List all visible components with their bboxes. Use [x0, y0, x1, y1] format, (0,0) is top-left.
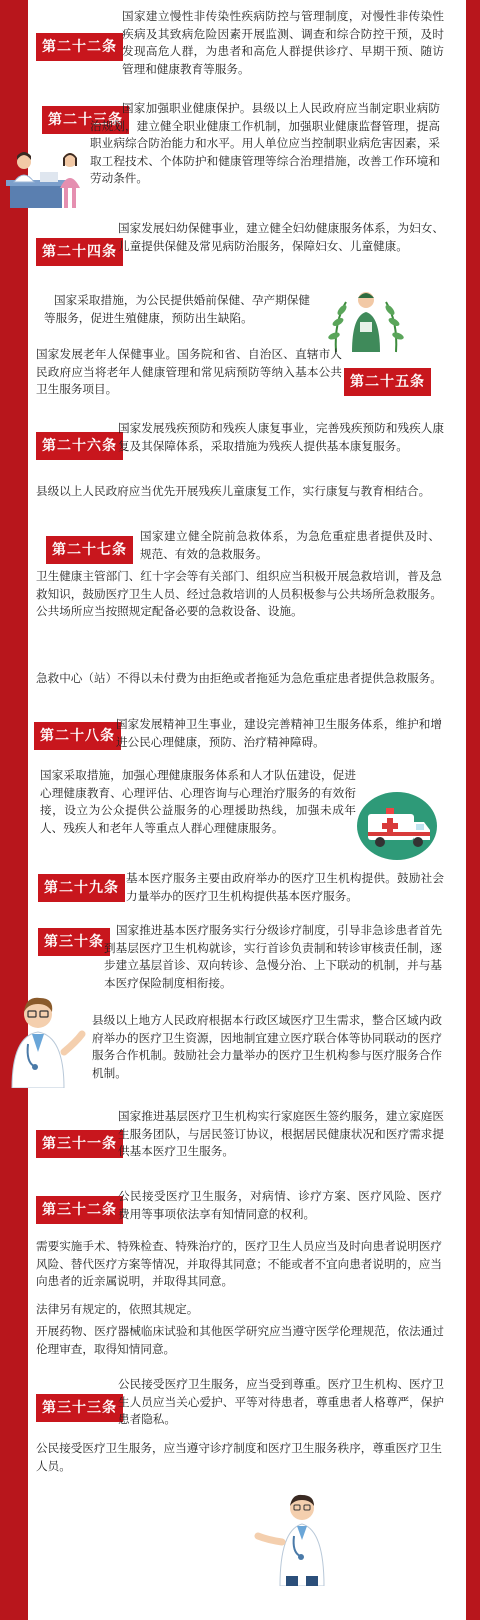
article-24-para-1: 国家发展妇幼保健事业，建立健全妇幼健康服务体系，为妇女、儿童提供保健及常见病防治服务，保障妇女、儿童健康。 — [118, 221, 444, 253]
article-25-title: 第二十五条 — [344, 368, 431, 396]
article-31-para-1: 国家推进基层医疗卫生机构实行家庭医生签约服务，建立家庭医生服务团队，与居民签订协议，根据居民健康状况和医疗需求提供基本医疗卫生服务。 — [118, 1109, 444, 1158]
article-27-para-1: 国家建立健全院前急救体系，为急危重症患者提供及时、规范、有效的急救服务。 — [140, 529, 440, 561]
article-23-para-1: 国家加强职业健康保护。县级以上人民政府应当制定职业病防治规划，建立健全职业健康工作机制，加强职业健康监督管理，提高职业病综合防治能力和水平。用人单位应当控制职业病危害因素，采取工程技术、个体防护和健康管理等综合治理措施，改善工作环境和劳动条件。 — [90, 101, 440, 185]
article-27-para-2: 卫生健康主管部门、红十字会等有关部门、组织应当积极开展急救培训，普及急救知识，鼓励医疗卫生人员、经过急救培训的人员积极参与公共场所急救服务。公共场所应当按照规定配备必要的急救设备、设施。 — [36, 569, 442, 618]
article-30-para-1: 国家推进基本医疗服务实行分级诊疗制度，引导非急诊患者首先到基层医疗卫生机构就诊，实行首诊负责制和转诊审核责任制，逐步建立基层首诊、双向转诊、急慢分治、上下联动的机制，并与基本医疗保险制度相衔接。 — [104, 923, 442, 990]
article-32-title: 第三十二条 — [36, 1196, 123, 1224]
article-33-para-1: 公民接受医疗卫生服务，应当受到尊重。医疗卫生机构、医疗卫生人员应当关心爱护、平等对待患者，尊重患者人格尊严，保护患者隐私。 — [118, 1377, 444, 1426]
article-32-para-2: 需要实施手术、特殊检查、特殊治疗的，医疗卫生人员应当及时向患者说明医疗风险、替代医疗方案等情况，并取得其同意；不能或者不宜向患者说明的，应当向患者的近亲属说明，并取得其同意。 — [36, 1239, 442, 1288]
ambulance-illustration — [354, 790, 440, 862]
article-22-title: 第二十二条 — [36, 33, 123, 61]
article-27-para-3: 急救中心（站）不得以未付费为由拒绝或者拖延为急危重症患者提供急救服务。 — [36, 671, 442, 685]
article-28-para-2: 国家采取措施，加强心理健康服务体系和人才队伍建设，促进心理健康教育、心理评估、心理咨询与心理治疗服务的有效衔接，设立为公众提供公益服务的心理援助热线，加强未成年人、残疾人和老年人等重点人群心理健康服务。 — [40, 768, 356, 835]
article-30-para-2: 县级以上地方人民政府根据本行政区域医疗卫生需求，整合区域内政府举办的医疗卫生资源，因地制宜建立医疗联合体等协同联动的医疗服务合作机制。鼓励社会力量举办的医疗卫生机构参与医疗服务合作机制。 — [92, 1013, 442, 1080]
article-23-title: 第二十三条 — [42, 106, 129, 134]
article-33-title: 第三十三条 — [36, 1394, 123, 1422]
article-30-title: 第三十条 — [38, 928, 110, 956]
male-doctor-illustration — [4, 992, 88, 1088]
article-28-title: 第二十八条 — [34, 722, 121, 750]
consultation-illustration — [4, 144, 88, 216]
doctor-pointing-illustration — [252, 1490, 336, 1586]
article-32-para-1: 公民接受医疗卫生服务，对病情、诊疗方案、医疗风险、医疗费用等事项依法享有知情同意的权利。 — [118, 1189, 442, 1221]
article-32-para-3: 法律另有规定的，依照其规定。 — [36, 1302, 199, 1316]
article-26-para-1: 国家发展残疾预防和残疾人康复事业，完善残疾预防和残疾人康复及其保障体系，采取措施为残疾人提供基本康复服务。 — [118, 421, 444, 453]
article-24-para-2: 国家采取措施，为公民提供婚前保健、孕产期保健等服务，促进生殖健康，预防出生缺陷。 — [44, 293, 310, 325]
article-28-para-1: 国家发展精神卫生事业，建设完善精神卫生服务体系，维护和增进公民心理健康，预防、治疗精神障碍。 — [116, 717, 442, 749]
article-22-para-1: 国家建立慢性非传染性疾病防控与管理制度，对慢性非传染性疾病及其致病危险因素开展监测、调查和综合防控干预，及时发现高危人群，为患者和高危人群提供诊疗、早期干预、随访管理和健康教育等服务。 — [122, 9, 444, 76]
article-26-para-2: 县级以上人民政府应当优先开展残疾儿童康复工作，实行康复与教育相结合。 — [36, 484, 431, 498]
article-33-para-2: 公民接受医疗卫生服务，应当遵守诊疗制度和医疗卫生服务秩序，尊重医疗卫生人员。 — [36, 1441, 442, 1473]
article-29-title: 第二十九条 — [38, 874, 125, 902]
article-24-title: 第二十四条 — [36, 238, 123, 266]
article-27-title: 第二十七条 — [46, 536, 133, 564]
article-25-para-1: 国家发展老年人保健事业。国务院和省、自治区、直辖市人民政府应当将老年人健康管理和常见病预防等纳入基本公共卫生服务项目。 — [36, 347, 342, 396]
article-29-para-1: 基本医疗服务主要由政府举办的医疗卫生机构提供。鼓励社会力量举办的医疗卫生机构提供基本医疗服务。 — [126, 871, 444, 903]
article-32-para-4: 开展药物、医疗器械临床试验和其他医学研究应当遵守医学伦理规范，依法通过伦理审查，取得知情同意。 — [36, 1324, 444, 1356]
article-26-title: 第二十六条 — [36, 432, 123, 460]
article-31-title: 第三十一条 — [36, 1130, 123, 1158]
